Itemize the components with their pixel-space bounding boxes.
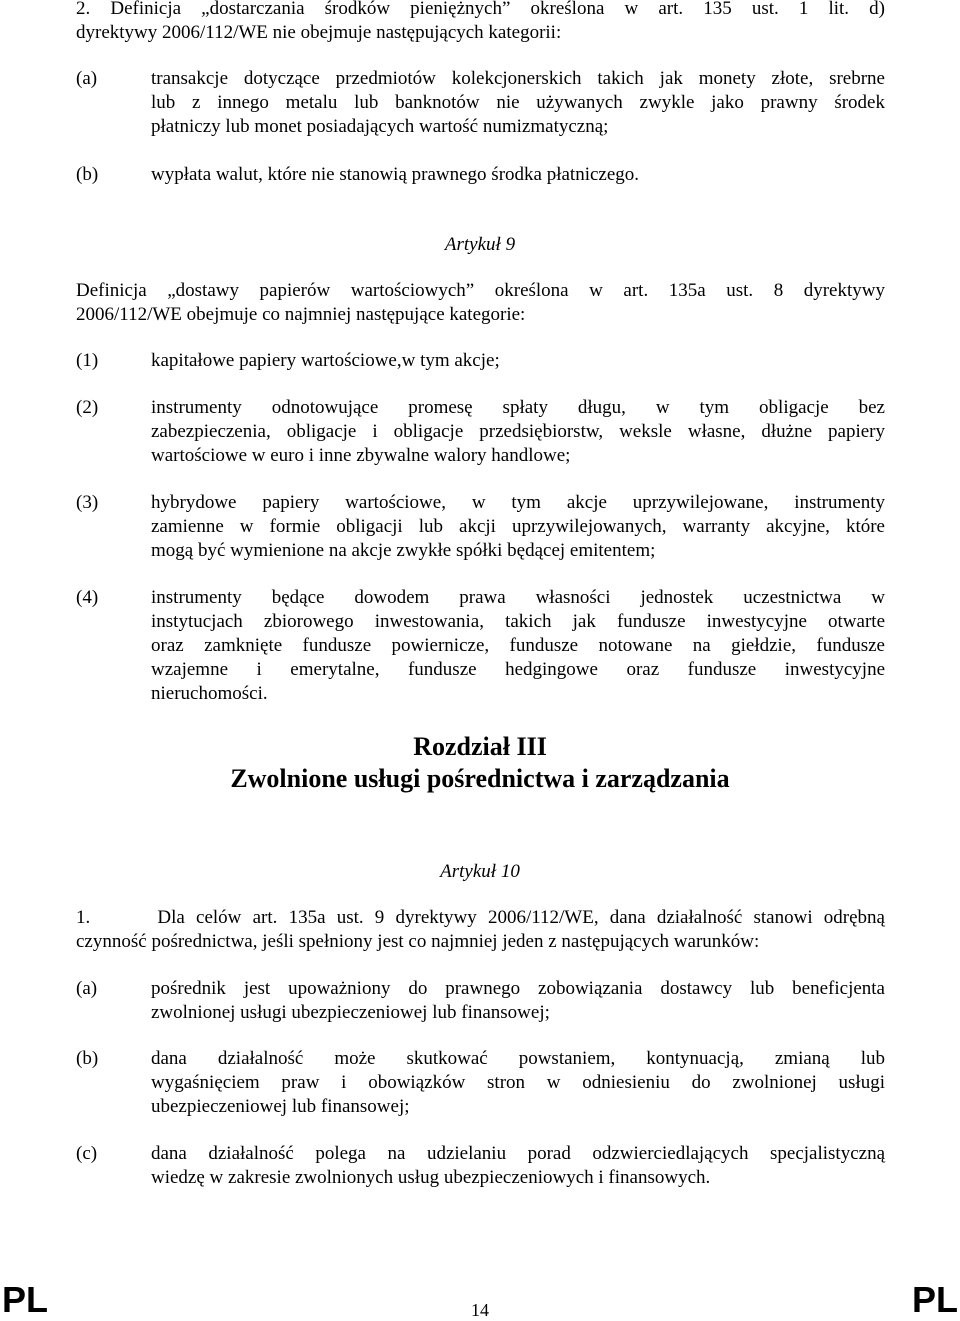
item-marker: (b)	[76, 1048, 99, 1069]
item-marker: (2)	[76, 397, 99, 418]
article-9-heading: Artykuł 9	[444, 234, 516, 255]
list-item-line: wzajemne i emerytalne, fundusze hedgingowe oraz fundusze inwestycyjne	[151, 659, 885, 680]
item-marker: (a)	[76, 978, 98, 999]
list-item-line: kapitałowe papiery wartościowe,w tym akcje;	[151, 350, 500, 371]
list-item-line: wiedzę w zakresie zwolnionych usług ubezpieczeniowych i finansowych.	[151, 1167, 711, 1188]
list-item-line: transakcje dotyczące przedmiotów kolekcjonerskich takich jak monety złote, srebrne	[151, 68, 885, 89]
footer-language-right: PL	[911, 1279, 958, 1320]
list-item-line: pośrednik jest upoważniony do prawnego zobowiązania dostawcy lub beneficjenta	[151, 978, 885, 999]
item-marker: (3)	[76, 492, 99, 513]
article-9-intro-line-2: 2006/112/WE obejmuje co najmniej następujące kategorie:	[76, 304, 526, 325]
item-marker: (b)	[76, 164, 99, 185]
page-number: 14	[471, 1300, 489, 1320]
list-item-line: mogą być wymienione na akcje zwykłe spółki będącej emitentem;	[151, 540, 656, 561]
item-marker: (c)	[76, 1143, 98, 1164]
list-item-line: hybrydowe papiery wartościowe, w tym akcje uprzywilejowane, instrumenty	[151, 492, 885, 513]
footer-language-left: PL	[2, 1279, 49, 1320]
list-item-line: płatniczy lub monet posiadających wartość numizmatyczną;	[151, 116, 609, 137]
item-marker: (4)	[76, 587, 99, 608]
article-10-heading: Artykuł 10	[440, 861, 520, 882]
list-item-line: wygaśnięciem praw i obowiązków stron w odniesieniu do zwolnionej usługi	[151, 1072, 885, 1093]
list-item-line: wartościowe w euro i inne zbywalne walory handlowe;	[151, 445, 571, 466]
list-item-line: oraz zamknięte fundusze powiernicze, fundusze notowane na giełdzie, fundusze	[151, 635, 885, 656]
list-item-line: zwolnionej usługi ubezpieczeniowej lub finansowej;	[151, 1002, 550, 1023]
list-item-line: nieruchomości.	[151, 683, 268, 704]
list-item-line: wypłata walut, które nie stanowią prawnego środka płatniczego.	[151, 164, 640, 185]
list-item-line: zamienne w formie obligacji lub akcji uprzywilejowanych, warranty akcyjne, które	[151, 516, 885, 537]
paragraph-2-line-1: 2. Definicja „dostarczania środków pieniężnych” określona w art. 135 ust. 1 lit. d)	[76, 0, 885, 19]
list-item-line: ubezpieczeniowej lub finansowej;	[151, 1096, 410, 1117]
item-marker: (1)	[76, 350, 99, 371]
article-9-intro-line-1: Definicja „dostawy papierów wartościowych” określona w art. 135a ust. 8 dyrektywy	[76, 280, 885, 301]
list-item-line: lub z innego metalu lub banknotów nie używanych zwykle jako prawny środek	[151, 92, 885, 113]
article-10-paragraph-line-2: czynność pośrednictwa, jeśli spełniony jest co najmniej jeden z następujących warunków:	[76, 931, 760, 952]
paragraph-2-line-2: dyrektywy 2006/112/WE nie obejmuje następujących kategorii:	[76, 22, 562, 43]
list-item-line: dana działalność polega na udzielaniu porad odzwierciedlających specjalistyczną	[151, 1143, 885, 1164]
list-item-line: dana działalność może skutkować powstaniem, kontynuacją, zmianą lub	[151, 1048, 885, 1069]
item-marker: (a)	[76, 68, 98, 89]
list-item-line: instrumenty odnotowujące promesę spłaty długu, w tym obligacje bez	[151, 397, 885, 418]
list-item-line: zabezpieczenia, obligacje i obligacje przedsiębiorstw, weksle własne, dłużne papiery	[151, 421, 885, 442]
article-10-paragraph-line-1: 1. Dla celów art. 135a ust. 9 dyrektywy 2006/112/WE, dana działalność stanowi odrębną	[76, 907, 885, 928]
chapter-number: Rozdział III	[413, 732, 547, 761]
chapter-title: Zwolnione usługi pośrednictwa i zarządzania	[230, 764, 730, 793]
list-item-line: instrumenty będące dowodem prawa własności jednostek uczestnictwa w	[151, 587, 885, 608]
list-item-line: instytucjach zbiorowego inwestowania, takich jak fundusze inwestycyjne otwarte	[151, 611, 885, 632]
